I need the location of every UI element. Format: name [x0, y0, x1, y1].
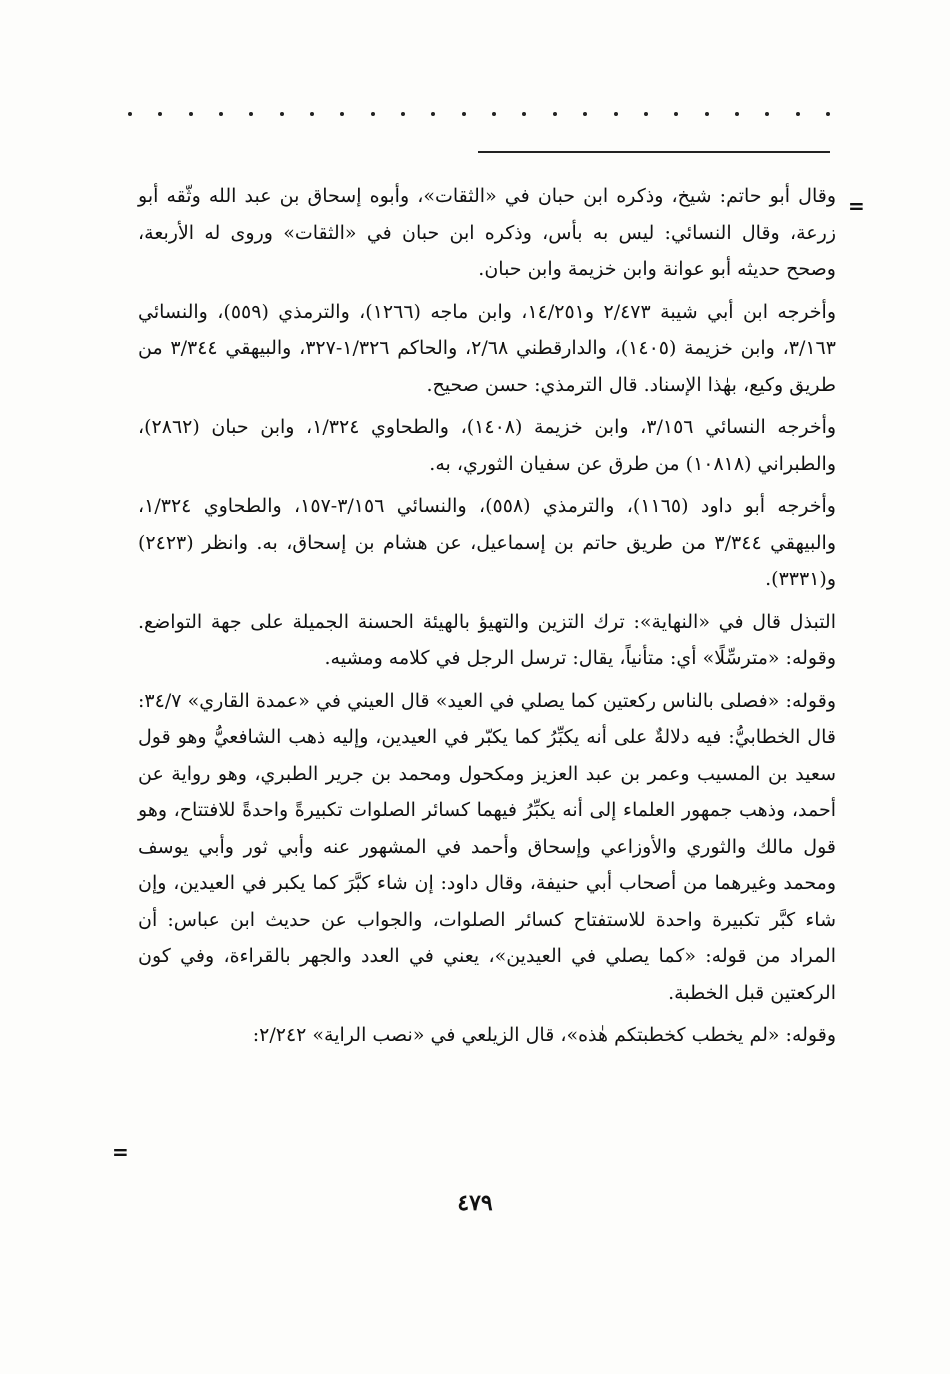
ornament-dot: [340, 112, 344, 116]
ornament-dot: [796, 112, 800, 116]
ornament-dot: [431, 112, 435, 116]
paragraph-abu-hatim: وقال أبو حاتم: شيخ، وذكره ابن حبان في «الثقات»، وأبوه إسحاق بن عبد الله وثّقه أبو زرعة، وقال النسائي: ليس به بأس، وذكره ابن حبان في «الثقات» وروى له الأربعة، وصحح حديثه أبو عوانة وابن خزيمة وابن حبان.: [138, 185, 836, 280]
ornament-dot: [371, 112, 375, 116]
ornament-dot: [158, 112, 162, 116]
ornament-dot: [705, 112, 709, 116]
paragraph-takhrij-abu-dawud: وأخرجه أبو داود (١١٦٥)، والترمذي (٥٥٨)، والنسائي ٣/١٥٦-١٥٧، والطحاوي ١/٣٢٤، والبيهقي ٣/٣٤٤ من طريق حاتم بن إسماعيل، عن هشام بن إسحاق، به. وانظر (٢٤٢٣) و(٣٣٣١).: [138, 495, 836, 590]
ornament-dot: [765, 112, 769, 116]
paragraph-khutbah: وقوله: «لم يخطب كخطبتكم هٰذه»، قال الزيلعي في «نصب الراية» ٢/٢٤٢:: [252, 1024, 836, 1046]
paragraph-eid-prayer: وقوله: «فصلى بالناس ركعتين كما يصلي في العيد» قال العيني في «عمدة القاري» ٣٤/٧: قال الخطابيُّ: فيه دلالةٌ على أنه يكبِّرُ كما يكبّر في العيدين، وإليه ذهب الشافعيُّ وهو قول سعيد بن المسيب وعمر بن عبد العزيز ومكحول ومحمد بن جرير الطبري، وهو رواية عن أحمد، وذهب جمهور العلماء إلى أنه يكبِّرُ فيهما كسائر الصلوات تكبيرةً واحدةً للافتتاح، وهو قول مالك والثوري والأوزاعي وإسحاق وأحمد في المشهور عنه وأبي ثور وأبي يوسف ومحمد وغيرهما من أصحاب أبي حنيفة، وقال داود: إن شاء كبَّرَ كما يكبر في العيدين، وإن شاء كبَّر تكبيرة واحدة للاستفتاح كسائر الصلوات، والجواب عن حديث ابن عباس: أن المراد من قوله: «كما يصلي في العيدين»، يعني في العدد والجهر بالقراءة، وفي كون الركعتين قبل الخطبة.: [138, 689, 836, 1004]
ornament-dot: [735, 112, 739, 116]
ornament-dot: [310, 112, 314, 116]
ornament-dot: [401, 112, 405, 116]
header-dot-ornament: [128, 112, 830, 116]
footnote-body: [138, 178, 836, 1060]
ornament-dot: [462, 112, 466, 116]
ornament-dot: [674, 112, 678, 116]
ornament-dot: [492, 112, 496, 116]
continuation-mark-bottom: =: [112, 1140, 129, 1164]
ornament-dot: [553, 112, 557, 116]
ornament-dot: [249, 112, 253, 116]
ornament-dot: [583, 112, 587, 116]
ornament-dot: [614, 112, 618, 116]
ornament-dot: [826, 112, 830, 116]
paragraph-tabadhdhul: التبذل قال في «النهاية»: ترك التزين والتهيؤ بالهيئة الحسنة الجميلة على جهة التواضع. وقوله: «مترسِّلًا» أي: متأنياً، يقال: ترسل الرجل في كلامه ومشيه.: [138, 610, 836, 669]
paragraph-takhrij-ibn-abi-shaybah: وأخرجه ابن أبي شيبة ٢/٤٧٣ و١٤/٢٥١، وابن ماجه (١٢٦٦)، والترمذي (٥٥٩)، والنسائي ٣/١٦٣، وابن خزيمة (١٤٠٥)، والدارقطني ٢/٦٨، والحاكم ١/٣٢٦-٣٢٧، والبيهقي ٣/٣٤٤ من طريق وكيع، بهٰذا الإسناد. قال الترمذي: حسن صحيح.: [138, 300, 836, 396]
continuation-mark-top: =: [848, 194, 865, 218]
ornament-dot: [522, 112, 526, 116]
paragraph-takhrij-nasai: وأخرجه النسائي ٣/١٥٦، وابن خزيمة (١٤٠٨)، والطحاوي ١/٣٢٤، وابن حبان (٢٨٦٢)، والطبراني (١٠٨١٨) من طرق عن سفيان الثوري، به.: [138, 416, 837, 475]
page-number: ٤٧٩: [457, 1190, 493, 1216]
ornament-dot: [189, 112, 193, 116]
header-rule: [478, 151, 830, 153]
ornament-dot: [219, 112, 223, 116]
ornament-dot: [280, 112, 284, 116]
ornament-dot: [128, 112, 132, 116]
ornament-dot: [644, 112, 648, 116]
